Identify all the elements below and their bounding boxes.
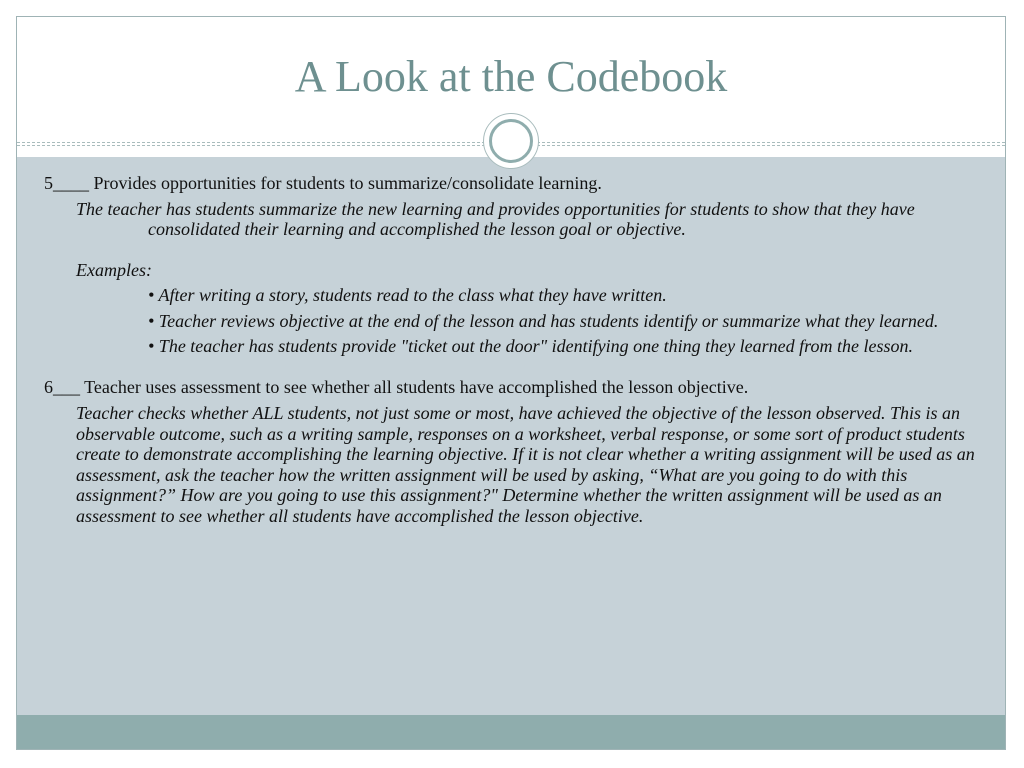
example-item: • Teacher reviews objective at the end of the lesson and has students identify or summarize what they learned. — [148, 310, 939, 331]
content-text — [44, 173, 984, 526]
item-6-heading: 6___ Teacher uses assessment to see whether all students have accomplished the lesson objective. — [44, 376, 749, 397]
example-item: • After writing a story, students read to the class what they have written. — [148, 285, 667, 305]
item-5-heading: 5____ Provides opportunities for students to summarize/consolidate learning. — [44, 173, 602, 193]
title-ring-ornament-icon — [483, 113, 539, 169]
slide-title: A Look at the Codebook — [294, 52, 728, 101]
example-item: • The teacher has students provide "ticket out the door" identifying one thing they learned from the lesson. — [148, 336, 913, 356]
slide — [16, 16, 1006, 750]
slide-footer-bar — [17, 715, 1005, 750]
slide-content — [17, 157, 1005, 715]
item-6-description: Teacher checks whether ALL students, not just some or most, have achieved the objective of the lesson observed. This is an observable outcome, such as a writing sample, responses on a worksheet, verbal response, or some sort of product students create to demonstrate accomplishing the learning objective. If it is not clear whether a writing assignment will be used as an assessment, ask the teacher how the written assignment will be used by asking, “What are you going to do with this assignment?” How are you going to use this assignment?" Determine whether the written assignment will be used as an assessment to see whether all students have accomplished the lesson objective. — [76, 403, 975, 526]
inner-ring-icon — [489, 119, 533, 163]
item-5-examples-label: Examples: — [76, 259, 152, 280]
item-5-description: The teacher has students summarize the new learning and provides opportunities for students to show that they have consolidated their learning and accomplished the lesson goal or objective. — [76, 198, 915, 239]
